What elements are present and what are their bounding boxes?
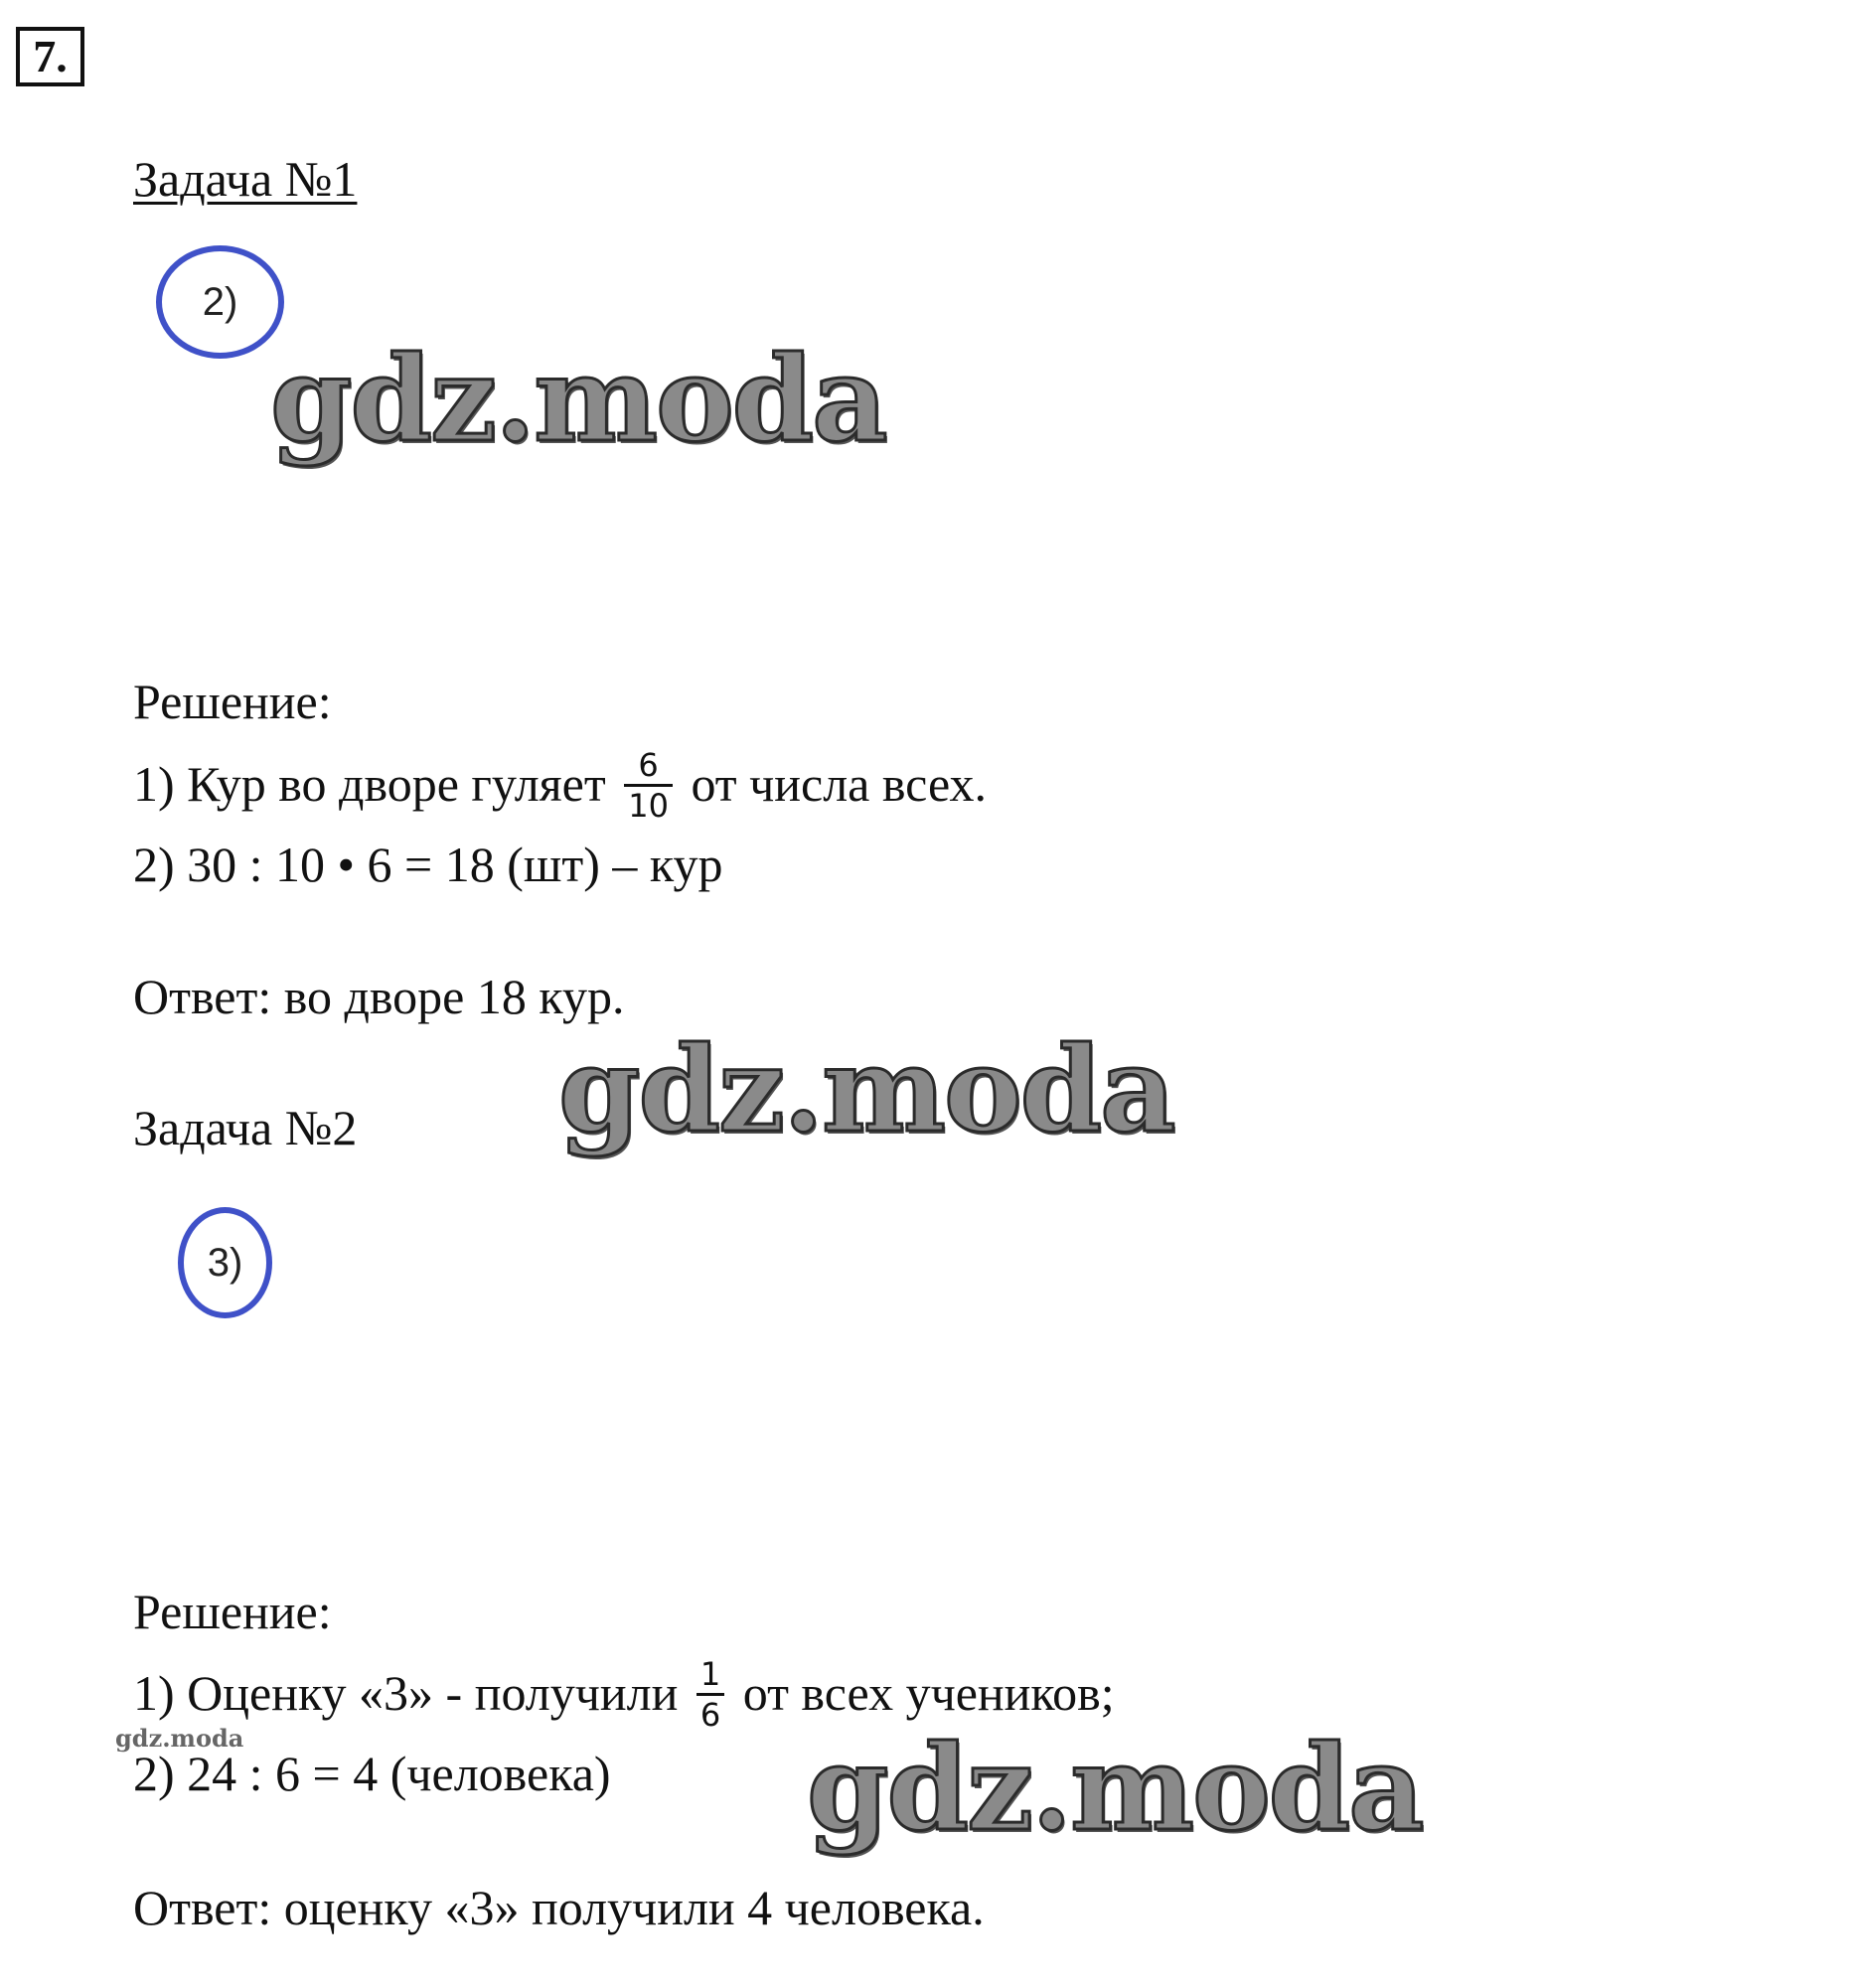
watermark-logo: gdz.moda: [270, 330, 886, 468]
problem2-fraction: [696, 1655, 724, 1734]
problem2-fraction-numerator: 1: [699, 1655, 721, 1693]
problem2-answer-choice-circle: [178, 1207, 272, 1318]
exercise-number-box: 7.: [16, 27, 84, 86]
problem1-solution-heading: Решение:: [133, 674, 332, 729]
problem1-fraction-denominator: 10: [624, 784, 673, 825]
problem1-title: Задача №1: [133, 151, 358, 207]
problem2-step1-tail: от всех учеников;: [742, 1664, 1115, 1721]
problem2-answer: Ответ: оценку «3» получили 4 человека.: [133, 1880, 985, 1935]
problem1-step1-tail: от числа всех.: [691, 755, 988, 812]
problem2-fraction-denominator: 6: [696, 1693, 724, 1734]
problem1-fraction-numerator: 6: [638, 746, 659, 784]
problem2-step2: 2) 24 : 6 = 4 (человека): [133, 1746, 611, 1801]
problem1-answer-choice-circle: [156, 245, 284, 359]
problem1-step2: 2) 30 : 10 • 6 = 18 (шт) – кур: [133, 837, 723, 892]
problem2-step1-text: 1) Оценку «3» - получили: [133, 1664, 679, 1721]
watermark-logo: gdz.moda: [558, 1020, 1174, 1158]
problem1-step1: [133, 746, 988, 829]
problem1-answer-choice-label: 2): [202, 279, 238, 324]
problem1-fraction: [624, 746, 673, 825]
problem2-answer-choice-label: 3): [207, 1240, 243, 1285]
problem1-step1-text: 1) Кур во дворе гуляет: [133, 755, 606, 812]
problem2-title: Задача №2: [133, 1100, 358, 1155]
problem2-solution-heading: Решение:: [133, 1584, 332, 1639]
watermark-small: gdz.moda: [115, 1724, 244, 1753]
problem1-answer: Ответ: во дворе 18 кур.: [133, 969, 625, 1024]
watermark-logo: gdz.moda: [807, 1719, 1423, 1857]
